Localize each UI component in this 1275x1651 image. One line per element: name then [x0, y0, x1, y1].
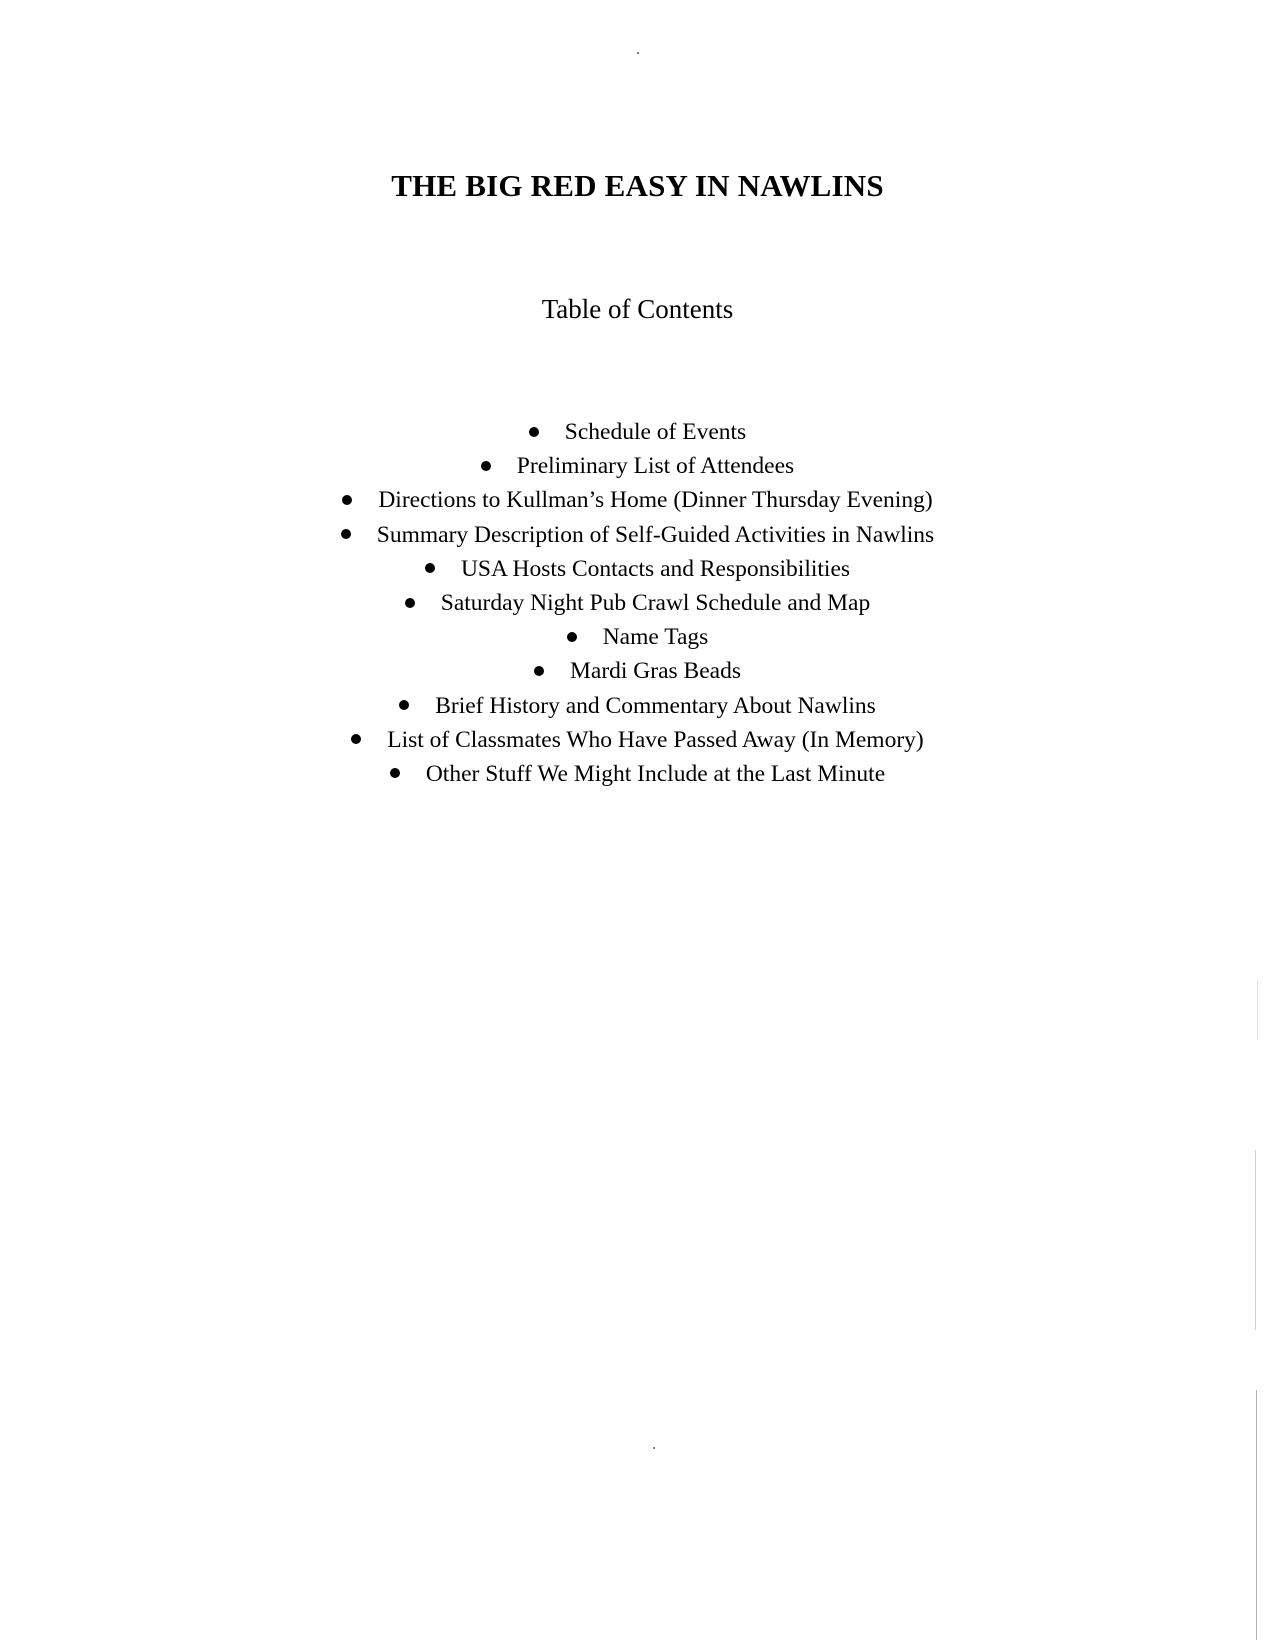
list-item-label: USA Hosts Contacts and Responsibilities — [460, 555, 851, 582]
bullet-icon — [481, 461, 491, 471]
scan-edge-mark — [1255, 1150, 1256, 1330]
scan-speck — [637, 52, 639, 54]
list-item — [0, 586, 1275, 620]
list-item-label: Summary Description of Self-Guided Activities in Nawlins — [376, 521, 935, 548]
list-item-label: Preliminary List of Attendees — [516, 453, 795, 480]
list-item-label: Directions to Kullman’s Home (Dinner Thursday Evening) — [378, 487, 933, 514]
list-item — [0, 449, 1275, 483]
table-of-contents-list — [0, 415, 1275, 791]
bullet-icon — [390, 768, 400, 778]
list-item-label: Schedule of Events — [564, 419, 747, 445]
table-of-contents-heading: Table of Contents — [541, 294, 734, 324]
bullet-icon — [405, 598, 415, 608]
list-item-label: Other Stuff We Might Include at the Last Minute — [425, 760, 886, 787]
scan-edge-mark — [1256, 1390, 1257, 1640]
list-item-label: Mardi Gras Beads — [570, 658, 741, 685]
bullet-icon — [529, 427, 539, 437]
list-item — [0, 518, 1275, 552]
list-item-label: Name Tags — [602, 624, 709, 651]
bullet-icon — [425, 563, 435, 573]
list-item — [0, 620, 1275, 654]
list-item-label: List of Classmates Who Have Passed Away (In Memory) — [387, 726, 924, 753]
bullet-icon — [342, 495, 352, 505]
list-item — [0, 654, 1275, 688]
scan-speck — [653, 1447, 655, 1449]
bullet-icon — [399, 700, 409, 710]
document-title: THE BIG RED EASY IN NAWLINS — [391, 168, 884, 203]
scan-edge-mark — [1257, 980, 1258, 1040]
list-item — [0, 689, 1275, 723]
bullet-icon — [534, 666, 544, 676]
list-item — [0, 757, 1275, 791]
bullet-icon — [341, 529, 351, 539]
list-item — [0, 552, 1275, 586]
list-item — [0, 483, 1275, 517]
list-item-label: Saturday Night Pub Crawl Schedule and Map — [440, 589, 871, 616]
list-item-label: Brief History and Commentary About Nawlins — [435, 692, 876, 719]
bullet-icon — [567, 632, 577, 642]
bullet-icon — [351, 734, 361, 744]
list-item — [0, 415, 1275, 449]
list-item — [0, 723, 1275, 757]
